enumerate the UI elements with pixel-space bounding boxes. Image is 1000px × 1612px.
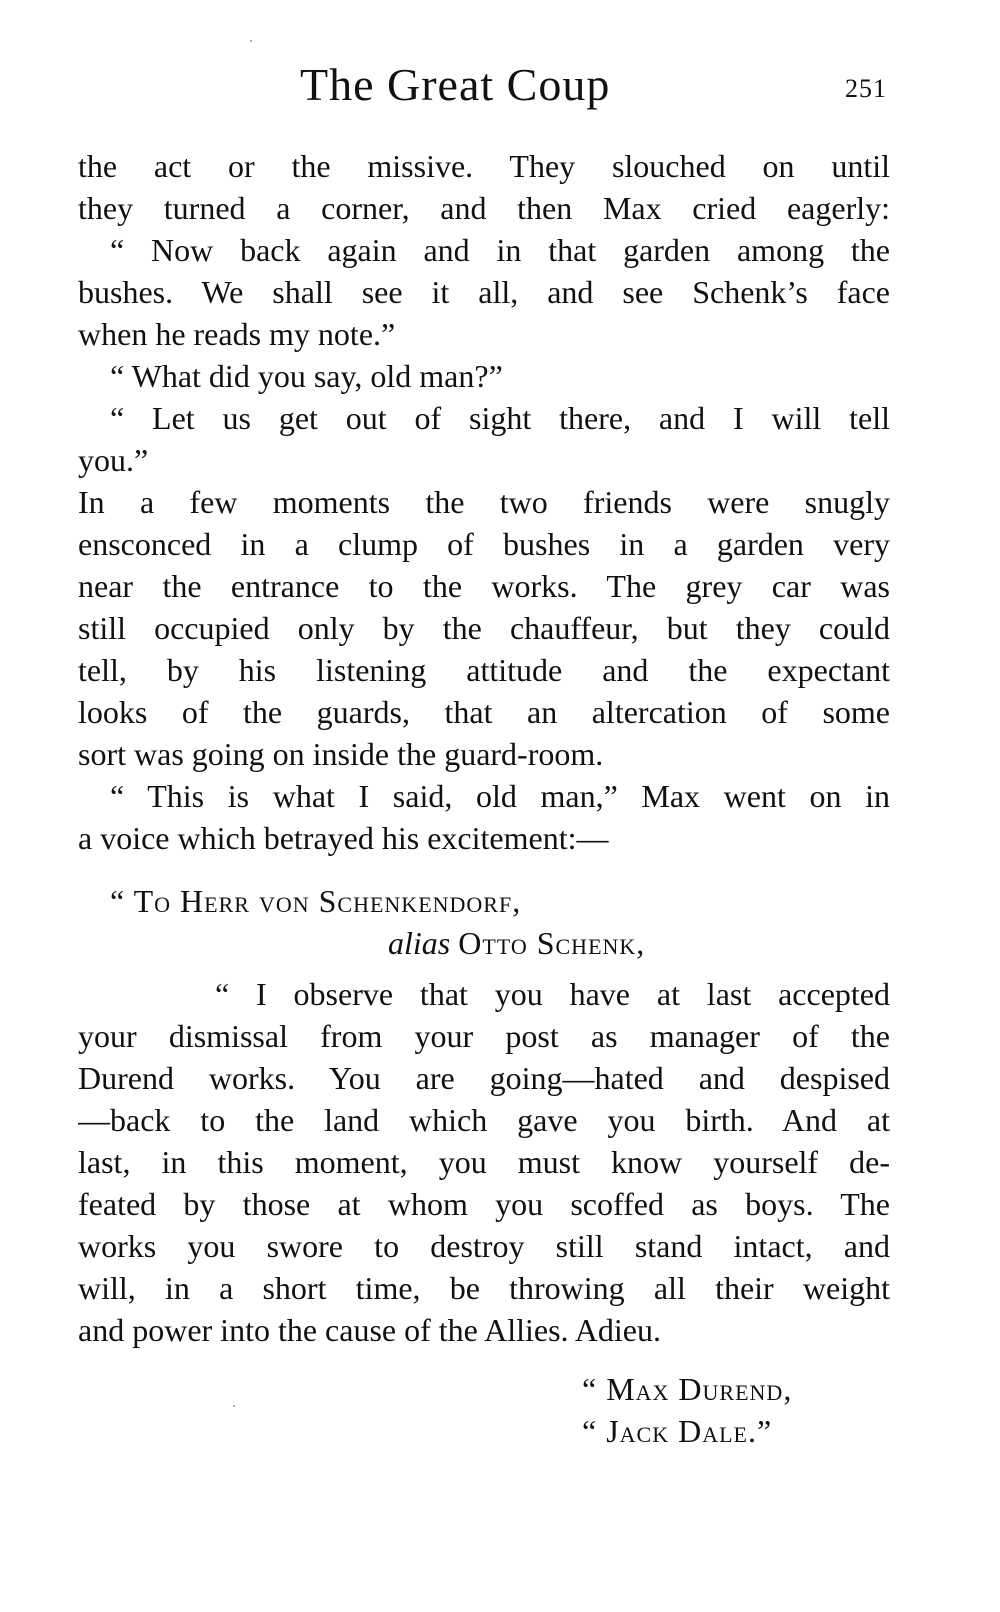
letter-line: and power into the cause of the Allies. Adieu.	[78, 1312, 661, 1348]
scan-speck	[250, 40, 252, 42]
signature-line: “ Jack Dale.”	[582, 1413, 773, 1449]
letter-line: works you swore to destroy still stand intact, and	[78, 1228, 890, 1264]
letter-line: last, in this moment, you must know yourself de-	[78, 1144, 890, 1180]
text-line: still occupied only by the chauffeur, but they could	[78, 610, 890, 646]
letter-line: Durend works. You are going—hated and despised	[78, 1060, 890, 1096]
text-line: they turned a corner, and then Max cried eagerly:	[78, 190, 890, 226]
signature-line: “ Max Durend,	[582, 1371, 793, 1407]
text-line: ensconced in a clump of bushes in a garden very	[78, 526, 890, 562]
letter-line: “ I observe that you have at last accepted	[215, 976, 890, 1012]
text-line: “ Now back again and in that garden among the	[110, 232, 890, 268]
text-line: near the entrance to the works. The grey car was	[78, 568, 890, 604]
text-line: sort was going on inside the guard-room.	[78, 736, 604, 772]
text-line: tell, by his listening attitude and the expectant	[78, 652, 890, 688]
text-line: a voice which betrayed his excitement:—	[78, 820, 609, 856]
letter-line: your dismissal from your post as manager of the	[78, 1018, 890, 1054]
text-line: “ Let us get out of sight there, and I will tell	[110, 400, 890, 436]
page-number: 251	[845, 74, 887, 103]
text-line: In a few moments the two friends were snugly	[78, 484, 890, 520]
running-title: The Great Coup	[300, 59, 611, 110]
text-line: bushes. We shall see it all, and see Schenk’s face	[78, 274, 890, 310]
text-line: looks of the guards, that an altercation of some	[78, 694, 890, 730]
letter-line: will, in a short time, be throwing all their weight	[78, 1270, 890, 1306]
text-line: the act or the missive. They slouched on until	[78, 148, 890, 184]
scan-speck	[233, 1405, 235, 1407]
alias-word: alias	[388, 925, 451, 961]
letter-alias-line	[388, 922, 888, 964]
letter-line: feated by those at whom you scoffed as boys. The	[78, 1186, 890, 1222]
running-head	[0, 58, 1000, 118]
text-line: “ What did you say, old man?”	[110, 358, 503, 394]
text-line: when he reads my note.”	[78, 316, 396, 352]
letter-salutation: “ To Herr von Schenkendorf,	[110, 883, 522, 919]
text-line: “ This is what I said, old man,” Max went on in	[110, 778, 890, 814]
alias-name: Otto Schenk,	[458, 925, 646, 961]
letter-line: —back to the land which gave you birth. And at	[78, 1102, 890, 1138]
text-line: you.”	[78, 442, 149, 478]
